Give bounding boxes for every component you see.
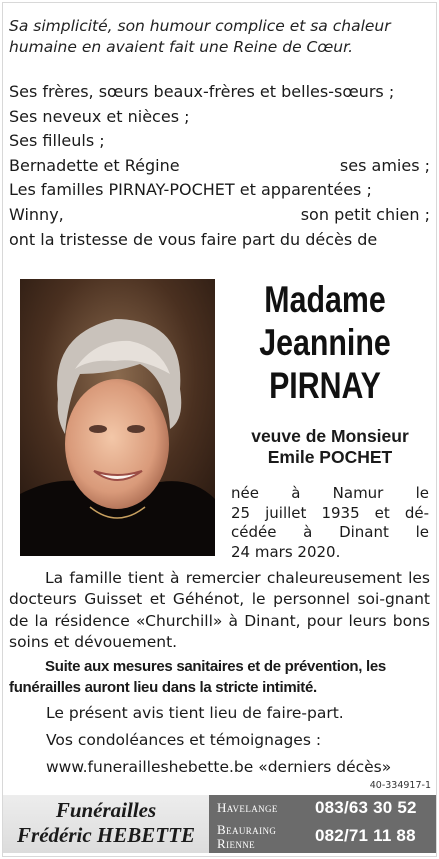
widow-spouse: Emile POCHET: [267, 447, 393, 467]
family-text: Ses neveux et nièces ;: [9, 106, 190, 126]
birth-line: née à Namur le: [231, 484, 429, 502]
family-text: Les familles PIRNAY-POCHET et apparentées ;: [9, 180, 372, 200]
birth-line: 24 mars 2020.: [231, 542, 341, 561]
phone-number[interactable]: 082/71 11 88: [315, 826, 416, 845]
funeral-home-banner: [3, 795, 436, 853]
funeral-home-name: [3, 795, 209, 853]
family-line: [9, 154, 430, 179]
funeral-notice: Suite aux mesures sanitaires et de prévention, les funérailles auront lieu dans la stricte intimité.: [9, 658, 386, 696]
family-line: [9, 129, 430, 154]
closing-line: Vos condoléances et témoignages :: [46, 731, 322, 749]
family-line: [9, 178, 430, 203]
family-text: ont la tristesse de vous faire part du décès de: [9, 229, 378, 249]
family-relation: son petit chien ;: [300, 204, 430, 224]
website-link[interactable]: www.funerailleshebette.be «derniers décès»: [46, 758, 392, 776]
family-text: Ses frères, sœurs beaux-frères et belles-sœurs ;: [9, 82, 395, 101]
name-last: PIRNAY: [269, 365, 381, 406]
location-label: Beauraing: [217, 822, 277, 837]
widow-line: veuve de Monsieur: [251, 426, 409, 446]
family-text: Winny,: [9, 204, 64, 224]
name-first: Jeannine: [259, 322, 391, 363]
intro-line: Sa simplicité, son humour complice et sa chaleur: [9, 17, 391, 35]
family-line: [9, 203, 430, 228]
closing-line: Le présent avis tient lieu de faire-part.: [46, 704, 344, 722]
family-line: [9, 80, 430, 105]
widow-of: [225, 426, 435, 468]
location-label: Havelange: [217, 800, 278, 815]
intro-quote: [9, 16, 429, 58]
portrait-photo: [20, 279, 215, 556]
birth-line: cédée à Dinant le: [231, 523, 429, 541]
birth-death-dates: [231, 484, 429, 562]
family-text: Ses filleuls ;: [9, 131, 105, 151]
phone-number[interactable]: 083/63 30 52: [315, 798, 417, 817]
reference-number: 40-334917-1: [369, 780, 431, 791]
deceased-name: [243, 278, 407, 407]
family-line: [9, 105, 430, 130]
family-line: [9, 228, 430, 253]
company-line: Frédéric HEBETTE: [17, 823, 195, 847]
location-label: Rienne: [217, 836, 256, 851]
portrait-image: [20, 279, 215, 556]
family-list: [9, 80, 430, 252]
contact-block: [209, 795, 436, 853]
thanks-paragraph: La famille tient à remercier chaleureusement les docteurs Guisset et Géhénot, le personnel soi-gnant de la résidence «Churchill» à Dinant, pour leurs bons soins et dévouement.: [9, 569, 430, 651]
intro-line: humaine en avaient fait une Reine de Cœur.: [9, 38, 353, 56]
family-relation: ses amies ;: [339, 155, 430, 175]
family-text: Bernadette et Régine: [9, 155, 180, 175]
birth-line: 25 juillet 1935 et dé-: [231, 503, 429, 522]
name-title: Madame: [264, 279, 386, 320]
company-line: Funérailles: [55, 798, 157, 822]
closing-lines: [46, 700, 436, 781]
